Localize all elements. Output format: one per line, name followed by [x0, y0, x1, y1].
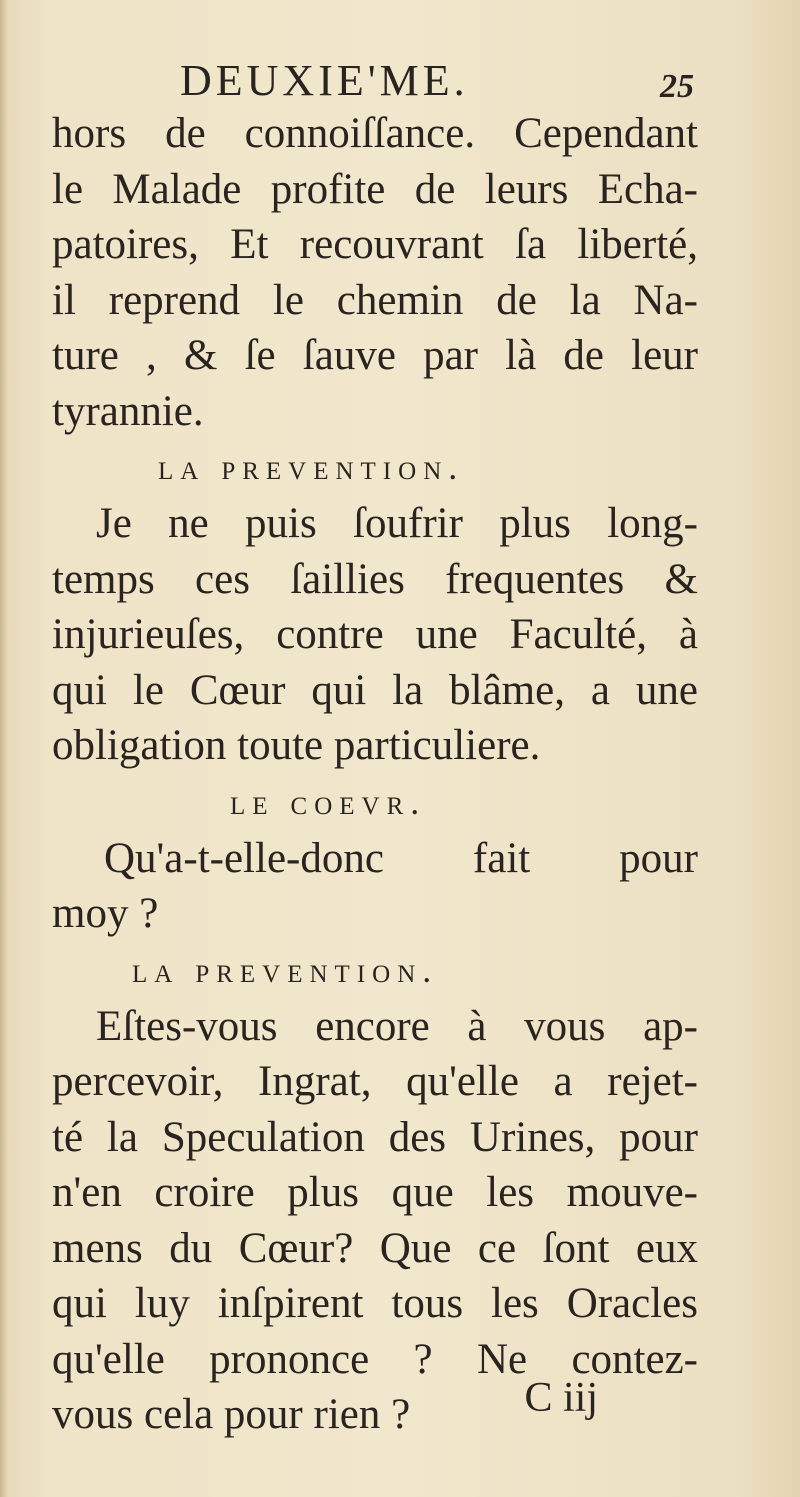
text-line: injurieuſes, contre une Faculté, à	[52, 611, 698, 658]
text-line: hors de connoiſſance. Cependant	[52, 110, 698, 157]
page-number: 25	[660, 68, 694, 105]
text-line: n'en croire plus que les mouve-	[52, 1169, 698, 1216]
page-header	[52, 50, 698, 106]
paragraph-continuation	[52, 106, 698, 439]
text-line: qui luy inſpirent tous les Oracles	[52, 1280, 698, 1327]
text-line: obligation toute particuliere.	[52, 722, 541, 769]
text-line: mens du Cœur? Que ce ſont eux	[52, 1224, 698, 1272]
speaker-name: la prevention.	[132, 949, 439, 990]
text-line: qui le Cœur qui la blâme, a une	[52, 666, 698, 714]
text-line: percevoir, Ingrat, qu'elle a rejet-	[52, 1058, 698, 1105]
text-line: Eſtes-vous encore à vous ap-	[96, 1002, 698, 1050]
speaker-heading-coeur	[52, 774, 698, 831]
text-line: vous cela pour rien ?	[52, 1391, 411, 1438]
speaker-heading-prevention	[52, 942, 698, 999]
text-line: patoires, Et recouvrant ſa liberté,	[52, 221, 698, 268]
speech-coeur	[52, 831, 698, 942]
text-line: le Malade profite de leurs Echa-	[52, 165, 698, 213]
text-line: Je ne puis ſoufrir plus long-	[96, 500, 698, 547]
text-line: qu'elle prononce ? Ne contez-	[52, 1335, 698, 1383]
running-head: DEUXIE'ME.	[180, 56, 469, 105]
text-line: moy ?	[52, 890, 159, 937]
text-line: ture , & ſe ſauve par là de leur	[52, 332, 698, 379]
text-line: tyrannie.	[52, 387, 204, 435]
page-text	[52, 50, 698, 1443]
speaker-name: le coevr.	[230, 781, 427, 822]
speech-prevention	[52, 496, 698, 774]
text-line: temps ces ſaillies frequentes &	[52, 555, 698, 603]
text-line: Qu'a-t-elle-donc fait pour	[104, 834, 698, 882]
text-line: té la Speculation des Urines, pour	[52, 1113, 698, 1161]
speaker-heading-prevention	[52, 439, 698, 496]
signature-mark: C iij	[524, 1375, 598, 1421]
text-line: il reprend le chemin de la Na-	[52, 276, 698, 324]
speaker-name: la prevention.	[158, 447, 465, 487]
